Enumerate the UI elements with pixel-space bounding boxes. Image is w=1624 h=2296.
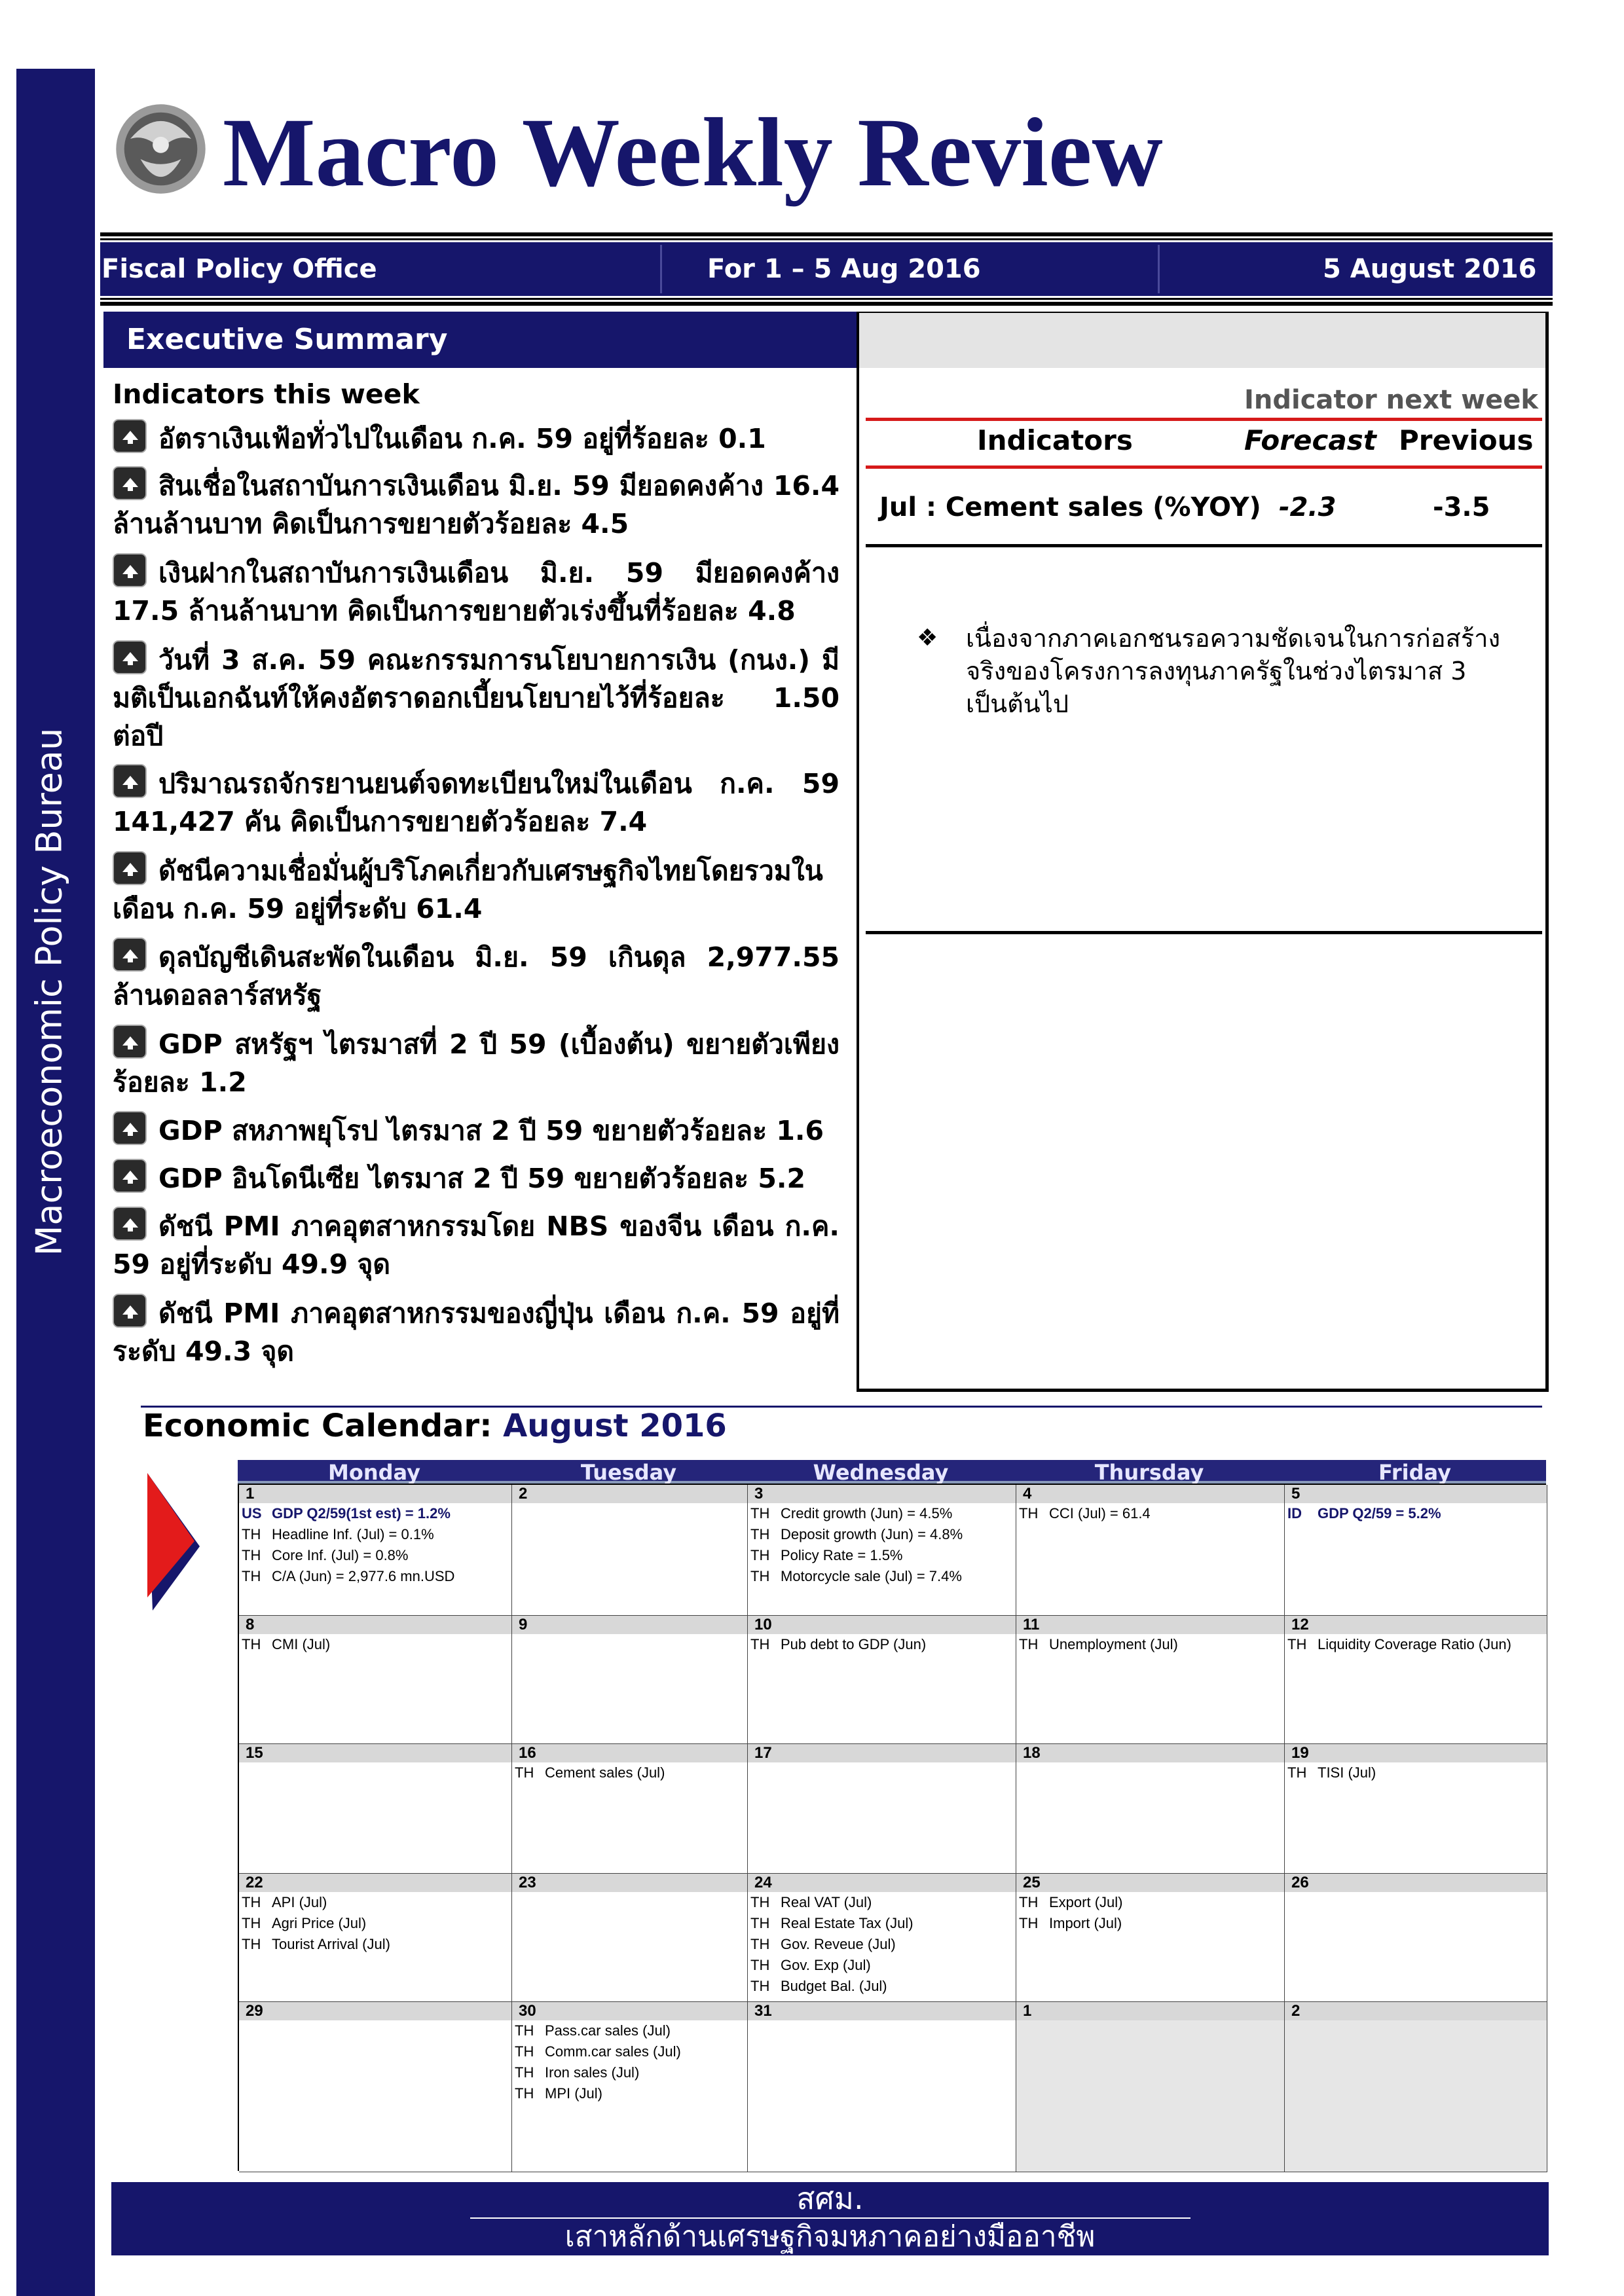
calendar-event-country: TH: [515, 2085, 534, 2102]
calendar-cell: [1285, 1485, 1547, 1616]
indicator-item: วันที่ 3 ส.ค. 59 คณะกรรมการนโยบายการเงิน (กนง.) มีมติเป็นเอกฉันท์ให้คงอัตราดอกเบี้ยนโยบายไว้ที่ร้อยละ 1.50 ต่อปี: [113, 640, 840, 755]
calendar-event: [239, 1566, 511, 1587]
calendar-event: [1016, 1503, 1284, 1524]
calendar-event: [512, 2062, 747, 2083]
calendar-event-country: TH: [1019, 1894, 1039, 1910]
calendar-event-text: MPI (Jul): [545, 2085, 602, 2102]
arrow-up-icon: [113, 466, 147, 500]
row-indicator: Jul : Cement sales (%YOY): [879, 492, 1261, 522]
calendar-cell: [239, 1616, 512, 1744]
next-week-panel: [858, 312, 1549, 1392]
calendar-date: 5: [1285, 1485, 1547, 1503]
calendar-date: 1: [1016, 2002, 1284, 2020]
forecast-note: [917, 622, 1506, 720]
calendar-event: [512, 2020, 747, 2041]
header-rule-top: [100, 232, 1553, 236]
calendar-event-country: TH: [515, 1764, 534, 1781]
footer-slogan: เสาหลักด้านเศรษฐกิจมหภาคอย่างมืออาชีพ: [564, 2220, 1096, 2253]
calendar-event-country: TH: [242, 1936, 261, 1952]
calendar-event-text: Agri Price (Jul): [272, 1915, 367, 1931]
calendar-date: 24: [748, 1874, 1016, 1892]
arrow-up-icon: [113, 1294, 147, 1328]
calendar-event: [748, 1913, 1016, 1934]
calendar-cell: [512, 2002, 748, 2172]
calendar-event: [239, 1892, 511, 1913]
table-rule-red: [866, 418, 1542, 421]
header-divider: [660, 245, 662, 293]
calendar-event-text: Budget Bal. (Jul): [781, 1978, 887, 1994]
calendar-event: [512, 2041, 747, 2062]
calendar-event-text: Liquidity Coverage Ratio (Jun): [1318, 1636, 1511, 1652]
calendar-event: [1285, 1762, 1547, 1783]
calendar-event-country: TH: [242, 1547, 261, 1563]
calendar-event-text: Headline Inf. (Jul) = 0.1%: [272, 1526, 434, 1542]
calendar-day-name: Tuesday: [580, 1460, 677, 1485]
calendar-event-country: TH: [750, 1636, 770, 1652]
calendar-event-text: Gov. Exp (Jul): [781, 1957, 871, 1973]
calendar-event-text: Real Estate Tax (Jul): [781, 1915, 913, 1931]
calendar-date: 23: [512, 1874, 747, 1892]
calendar-cell: [1285, 1744, 1547, 1874]
calendar-event-country: TH: [515, 2022, 534, 2039]
diamond-bullet-icon: ❖: [917, 625, 938, 651]
calendar-event-text: CMI (Jul): [272, 1636, 331, 1652]
calendar-event-text: Pass.car sales (Jul): [545, 2022, 671, 2039]
calendar-event: [1016, 1892, 1284, 1913]
indicator-item: GDP สหรัฐฯ ไตรมาสที่ 2 ปี 59 (เบื้องต้น) ขยายตัวเพียงร้อยละ 1.2: [113, 1025, 840, 1101]
calendar-event-text: API (Jul): [272, 1894, 327, 1910]
calendar-date: 18: [1016, 1744, 1284, 1762]
calendar-cell: [748, 1485, 1016, 1616]
calendar-event-text: Import (Jul): [1049, 1915, 1122, 1931]
header-rule-thin: [100, 238, 1553, 240]
header-rule-bottom: [100, 302, 1553, 306]
indicator-next-week-title: Indicator next week: [1244, 385, 1538, 415]
calendar-date: 11: [1016, 1616, 1284, 1634]
calendar-cell: [512, 1874, 748, 2002]
summary-divider: [857, 312, 859, 1392]
calendar-event: [1016, 1913, 1284, 1934]
calendar-event: [1285, 1634, 1547, 1655]
calendar-label: Economic Calendar:: [143, 1408, 492, 1444]
calendar-date: 10: [748, 1616, 1016, 1634]
calendar-event-country: TH: [242, 1526, 261, 1542]
arrow-up-icon: [113, 938, 147, 972]
calendar-event-country: TH: [1019, 1636, 1039, 1652]
calendar-event-text: Policy Rate = 1.5%: [781, 1547, 903, 1563]
indicator-item: เงินฝากในสถาบันการเงินเดือน มิ.ย. 59 มียอดคงค้าง 17.5 ล้านล้านบาท คิดเป็นการขยายตัวเร่งขึ้นที่ร้อยละ 4.8: [113, 553, 840, 630]
header-date: 5 August 2016: [1323, 254, 1537, 284]
calendar-event: [239, 1913, 511, 1934]
calendar-date: 31: [748, 2002, 1016, 2020]
header-office: Fiscal Policy Office: [101, 254, 377, 284]
calendar-event: [748, 1976, 1016, 1997]
calendar-event: [748, 1545, 1016, 1566]
indicator-item: ปริมาณรถจักรยานยนต์จดทะเบียนใหม่ในเดือน ก.ค. 59 141,427 คัน คิดเป็นการขยายตัวร้อยละ 7.4: [113, 764, 840, 841]
header-rule-thin: [100, 298, 1553, 300]
table-rule: [866, 544, 1542, 547]
calendar-day-name: Thursday: [1094, 1460, 1204, 1485]
indicator-item: GDP สหภาพยุโรป ไตรมาส 2 ปี 59 ขยายตัวร้อยละ 1.6: [113, 1111, 840, 1150]
calendar-date: 1: [239, 1485, 511, 1503]
calendar-event: [748, 1566, 1016, 1587]
calendar-cell: [1016, 1616, 1285, 1744]
arrow-up-icon: [113, 419, 147, 453]
calendar-grid: [238, 1484, 1546, 2171]
calendar-cell: [1285, 1874, 1547, 2002]
arrow-up-icon: [113, 1111, 147, 1145]
calendar-event-text: TISI (Jul): [1318, 1764, 1376, 1781]
calendar-event-country: TH: [242, 1915, 261, 1931]
calendar-event-country: TH: [750, 1526, 770, 1542]
indicator-item: ดัชนี PMI ภาคอุตสาหกรรมโดย NBS ของจีน เดือน ก.ค. 59 อยู่ที่ระดับ 49.9 จุด: [113, 1207, 840, 1283]
col-previous: Previous: [1399, 424, 1534, 456]
table-rule-red: [866, 465, 1542, 469]
indicator-item: ดัชนีความเชื่อมั่นผู้บริโภคเกี่ยวกับเศรษฐกิจไทยโดยรวมในเดือน ก.ค. 59 อยู่ที่ระดับ 61.4: [113, 851, 840, 928]
calendar-event-country: TH: [750, 1505, 770, 1522]
calendar-cell: [239, 1874, 512, 2002]
page-title: Macro Weekly Review: [223, 98, 1163, 207]
calendar-event: [748, 1634, 1016, 1655]
calendar-event-text: Export (Jul): [1049, 1894, 1123, 1910]
calendar-cell: [1016, 1485, 1285, 1616]
header-period: For 1 – 5 Aug 2016: [707, 254, 981, 284]
calendar-event-text: Cement sales (Jul): [545, 1764, 665, 1781]
next-week-panel-header: [859, 313, 1545, 368]
calendar-event-country: TH: [750, 1894, 770, 1910]
side-bureau-text: Macroeconomic Policy Bureau: [28, 727, 70, 1256]
footer-banner: [111, 2182, 1549, 2255]
calendar-date: 26: [1285, 1874, 1547, 1892]
calendar-event-text: Credit growth (Jun) = 4.5%: [781, 1505, 953, 1522]
calendar-event: [1016, 1634, 1284, 1655]
calendar-date: 12: [1285, 1616, 1547, 1634]
calendar-cell: [748, 2002, 1016, 2172]
red-arrow-icon: [147, 1473, 206, 1611]
calendar-date: 2: [1285, 2002, 1547, 2020]
calendar-cell: [748, 1744, 1016, 1874]
calendar-event: [239, 1503, 511, 1524]
footer-rule: [470, 2217, 1190, 2219]
calendar-cell: [512, 1744, 748, 1874]
calendar-event-text: Gov. Reveue (Jul): [781, 1936, 896, 1952]
calendar-date: 29: [239, 2002, 511, 2020]
col-forecast: Forecast: [1244, 424, 1376, 456]
table-rule: [866, 931, 1542, 934]
calendar-day-name: Monday: [328, 1460, 420, 1485]
calendar-cell: [1016, 2002, 1285, 2172]
calendar-cell: [748, 1616, 1016, 1744]
calendar-event: [748, 1934, 1016, 1955]
calendar-cell: [1016, 1744, 1285, 1874]
row-previous: -3.5: [1433, 492, 1490, 522]
calendar-title: [143, 1408, 727, 1444]
indicator-item: GDP อินโดนีเซีย ไตรมาส 2 ปี 59 ขยายตัวร้อยละ 5.2: [113, 1159, 840, 1197]
indicator-item: ดุลบัญชีเดินสะพัดในเดือน มิ.ย. 59 เกินดุล 2,977.55 ล้านดอลลาร์สหรัฐ: [113, 938, 840, 1014]
calendar-event-text: C/A (Jun) = 2,977.6 mn.USD: [272, 1568, 455, 1584]
arrow-up-icon: [113, 553, 147, 587]
calendar-event-text: Unemployment (Jul): [1049, 1636, 1178, 1652]
calendar-event: [748, 1955, 1016, 1976]
calendar-event-text: Tourist Arrival (Jul): [272, 1936, 390, 1952]
indicator-item: สินเชื่อในสถาบันการเงินเดือน มิ.ย. 59 มียอดคงค้าง 16.4 ล้านล้านบาท คิดเป็นการขยายตัวร้อยละ 4.5: [113, 466, 840, 543]
calendar-event-country: TH: [750, 1568, 770, 1584]
calendar-date: 15: [239, 1744, 511, 1762]
calendar-cell: [512, 1485, 748, 1616]
calendar-cell: [1016, 1874, 1285, 2002]
footer-org: สศม.: [796, 2181, 864, 2216]
calendar-day-name: Friday: [1378, 1460, 1451, 1485]
calendar-date: 30: [512, 2002, 747, 2020]
calendar-event-country: TH: [750, 1547, 770, 1563]
calendar-event-country: TH: [750, 1957, 770, 1973]
calendar-event-country: TH: [515, 2043, 534, 2060]
calendar-event-text: Core Inf. (Jul) = 0.8%: [272, 1547, 409, 1563]
calendar-event-country: TH: [242, 1636, 261, 1652]
calendar-event-text: Motorcycle sale (Jul) = 7.4%: [781, 1568, 962, 1584]
garuda-logo-icon: [110, 98, 212, 200]
calendar-event-text: CCI (Jul) = 61.4: [1049, 1505, 1151, 1522]
arrow-up-icon: [113, 764, 147, 798]
calendar-date: 8: [239, 1616, 511, 1634]
arrow-up-icon: [113, 640, 147, 674]
calendar-month: August 2016: [503, 1408, 727, 1444]
calendar-event-country: TH: [515, 2064, 534, 2081]
calendar-event-country: TH: [1287, 1764, 1307, 1781]
calendar-event-text: GDP Q2/59 = 5.2%: [1318, 1505, 1441, 1522]
calendar-event-country: TH: [242, 1894, 261, 1910]
col-indicators: Indicators: [977, 424, 1133, 456]
calendar-event: [748, 1503, 1016, 1524]
calendar-cell: [239, 2002, 512, 2172]
calendar-date: 25: [1016, 1874, 1284, 1892]
row-forecast: -2.3: [1279, 492, 1337, 522]
calendar-event-country: ID: [1287, 1505, 1302, 1522]
calendar-event: [239, 1634, 511, 1655]
indicator-item: อัตราเงินเฟ้อทั่วไปในเดือน ก.ค. 59 อยู่ที่ร้อยละ 0.1: [113, 419, 840, 458]
calendar-event: [512, 2083, 747, 2104]
calendar-event-text: Iron sales (Jul): [545, 2064, 640, 2081]
calendar-date: 22: [239, 1874, 511, 1892]
calendar-event-country: US: [242, 1505, 262, 1522]
indicator-item: ดัชนี PMI ภาคอุตสาหกรรมของญี่ปุ่น เดือน ก.ค. 59 อยู่ที่ระดับ 49.3 จุด: [113, 1294, 840, 1370]
forecast-note-text: เนื่องจากภาคเอกชนรอความชัดเจนในการก่อสร้างจริงของโครงการลงทุนภาครัฐในช่วงไตรมาส 3 เป็นต้นไป: [966, 624, 1501, 718]
calendar-event-country: TH: [1019, 1505, 1039, 1522]
calendar-event-text: Real VAT (Jul): [781, 1894, 872, 1910]
calendar-event-text: Pub debt to GDP (Jun): [781, 1636, 927, 1652]
calendar-date: 17: [748, 1744, 1016, 1762]
calendar-event-country: TH: [1287, 1636, 1307, 1652]
calendar-event-country: TH: [750, 1978, 770, 1994]
header-divider: [1158, 245, 1160, 293]
calendar-cell: [1285, 1616, 1547, 1744]
indicators-this-week-title: Indicators this week: [113, 378, 420, 410]
calendar-cell: [748, 1874, 1016, 2002]
calendar-date: 9: [512, 1616, 747, 1634]
calendar-cell: [239, 1744, 512, 1874]
calendar-event: [239, 1524, 511, 1545]
calendar-cell: [512, 1616, 748, 1744]
calendar-event-country: TH: [1019, 1915, 1039, 1931]
calendar-date: 16: [512, 1744, 747, 1762]
calendar-event-country: TH: [750, 1915, 770, 1931]
calendar-event: [239, 1934, 511, 1955]
arrow-up-icon: [113, 1207, 147, 1241]
calendar-date: 3: [748, 1485, 1016, 1503]
arrow-up-icon: [113, 1159, 147, 1193]
arrow-up-icon: [113, 1025, 147, 1059]
calendar-event-country: TH: [242, 1568, 261, 1584]
calendar-event: [512, 1762, 747, 1783]
calendar-event: [239, 1545, 511, 1566]
calendar-event-country: TH: [750, 1936, 770, 1952]
calendar-event-text: Comm.car sales (Jul): [545, 2043, 681, 2060]
arrow-up-icon: [113, 851, 147, 885]
calendar-event-text: GDP Q2/59(1st est) = 1.2%: [272, 1505, 451, 1522]
calendar-date: 19: [1285, 1744, 1547, 1762]
calendar-event: [748, 1524, 1016, 1545]
calendar-date: 4: [1016, 1485, 1284, 1503]
executive-summary-heading: Executive Summary: [103, 312, 857, 368]
calendar-event-text: Deposit growth (Jun) = 4.8%: [781, 1526, 963, 1542]
calendar-date: 2: [512, 1485, 747, 1503]
calendar-cell: [1285, 2002, 1547, 2172]
calendar-cell: [239, 1485, 512, 1616]
calendar-day-name: Wednesday: [813, 1460, 949, 1485]
calendar-event: [1285, 1503, 1547, 1524]
calendar-event: [748, 1892, 1016, 1913]
